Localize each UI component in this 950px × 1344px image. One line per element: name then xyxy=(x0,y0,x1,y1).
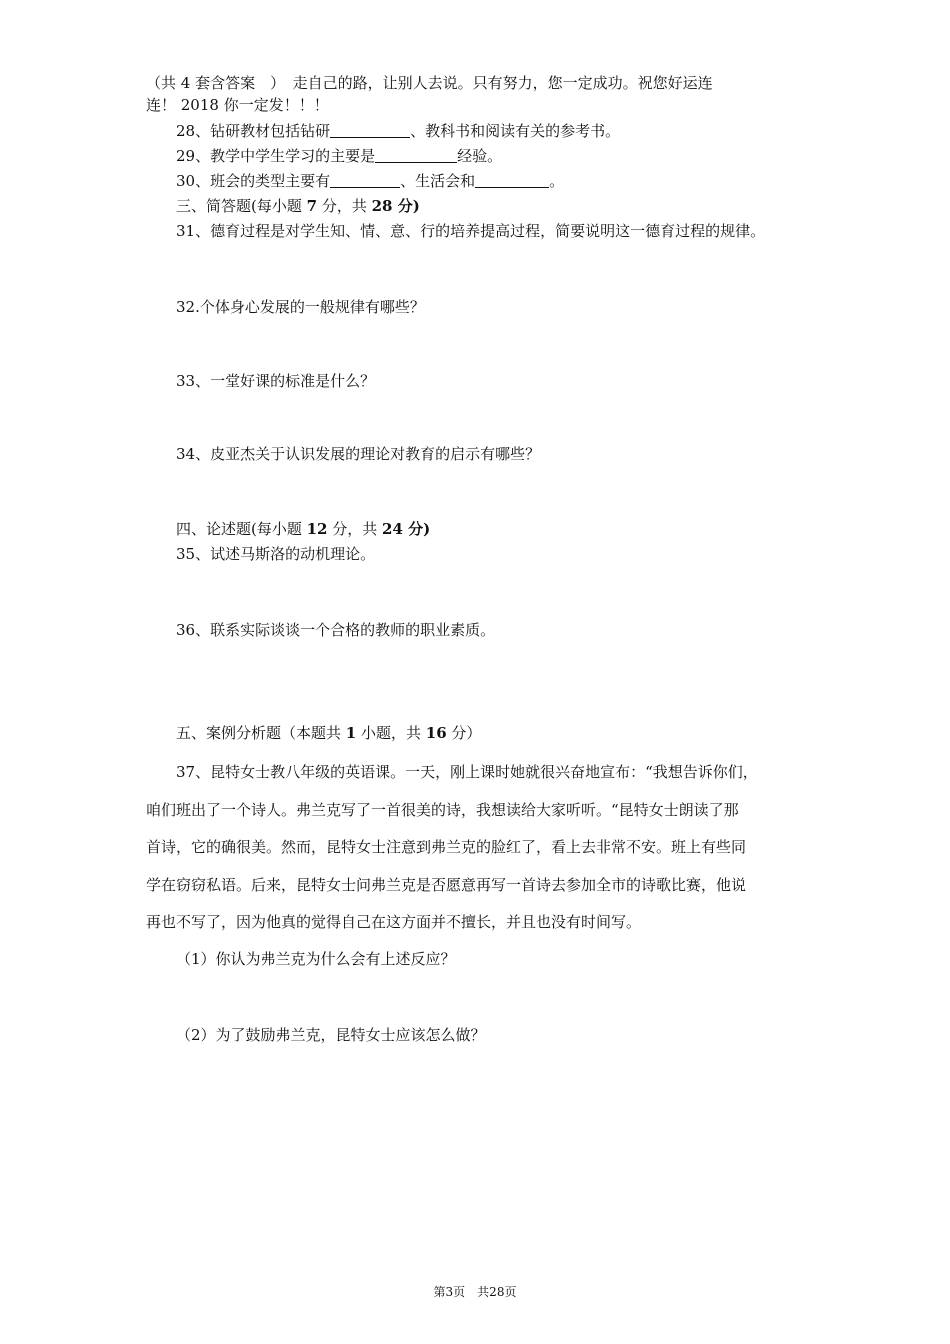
answer-blank xyxy=(375,147,457,163)
question-30-text: 30、班会的类型主要有 xyxy=(176,172,331,190)
section-points: 7 xyxy=(306,197,318,215)
question-30-mid: 、生活会和 xyxy=(400,172,476,190)
question-37-line: 37、昆特女士教八年级的英语课。一天，刚上课时她就很兴奋地宣布：“我想告诉你们， xyxy=(176,763,758,781)
section-heading-text: 分，共 xyxy=(327,520,383,538)
section-heading-text: 分) xyxy=(402,520,431,538)
section-points: 12 xyxy=(306,520,328,538)
header-line-1: （共 4 套含答案 ） 走自己的路，让别人去说。只有努力，您一定成功。祝您好运连 xyxy=(146,74,713,92)
section-heading-text: 小题，共 xyxy=(356,724,426,742)
section-5-heading xyxy=(176,723,481,743)
question-34: 34、皮亚杰关于认识发展的理论对教育的启示有哪些？ xyxy=(176,445,541,463)
question-37-line: 咱们班出了一个诗人。弗兰克写了一首很美的诗，我想读给大家听听。“昆特女士朗读了那 xyxy=(146,801,739,819)
question-30-tail: 。 xyxy=(549,172,565,190)
header-line-2: 连！ 2018 你一定发！！！ xyxy=(146,96,329,114)
question-37-sub-1: （1）你认为弗兰克为什么会有上述反应？ xyxy=(176,950,456,968)
section-total: 28 xyxy=(371,197,393,215)
question-31: 31、德育过程是对学生知、情、意、行的培养提高过程，简要说明这一德育过程的规律。 xyxy=(176,222,766,240)
question-28 xyxy=(176,121,620,141)
page-number: 第3页 共28页 xyxy=(433,1285,517,1299)
question-37-line: 学在窃窃私语。后来，昆特女士问弗兰克是否愿意再写一首诗去参加全市的诗歌比赛，他说 xyxy=(146,876,747,894)
question-37-line: 再也不写了，因为他真的觉得自己在这方面并不擅长，并且也没有时间写。 xyxy=(146,913,642,931)
question-36: 36、联系实际谈谈一个合格的教师的职业素质。 xyxy=(176,621,496,639)
section-heading-text: 四、论述题(每小题 xyxy=(176,520,307,538)
section-total: 24 xyxy=(382,520,403,538)
section-4-heading xyxy=(176,519,430,539)
section-heading-text: 分，共 xyxy=(317,197,372,215)
question-28-text: 28、钻研教材包括钻研 xyxy=(176,122,331,140)
section-heading-text: 分) xyxy=(392,197,420,215)
section-heading-text: 三、简答题(每小题 xyxy=(176,197,307,215)
question-32: 32.个体身心发展的一般规律有哪些？ xyxy=(176,298,425,316)
question-35: 35、试述马斯洛的动机理论。 xyxy=(176,545,376,563)
section-heading-text: 五、案例分析题（本题共 xyxy=(176,724,346,742)
answer-blank xyxy=(475,172,549,188)
answer-blank xyxy=(330,122,410,138)
section-total: 16 xyxy=(425,724,447,742)
section-points: 1 xyxy=(345,724,357,742)
question-30 xyxy=(176,171,564,191)
question-33: 33、一堂好课的标准是什么？ xyxy=(176,372,376,390)
question-29 xyxy=(176,146,502,166)
question-29-tail: 经验。 xyxy=(457,147,503,165)
answer-blank xyxy=(330,172,400,188)
section-3-heading xyxy=(176,196,420,216)
section-heading-text: 分） xyxy=(446,724,482,742)
question-29-text: 29、教学中学生学习的主要是 xyxy=(176,147,376,165)
question-37-line: 首诗，它的确很美。然而，昆特女士注意到弗兰克的脸红了，看上去非常不安。班上有些同 xyxy=(146,838,747,856)
question-28-tail: 、教科书和阅读有关的参考书。 xyxy=(410,122,621,140)
question-37-sub-2: （2）为了鼓励弗兰克，昆特女士应该怎么做？ xyxy=(176,1026,486,1044)
